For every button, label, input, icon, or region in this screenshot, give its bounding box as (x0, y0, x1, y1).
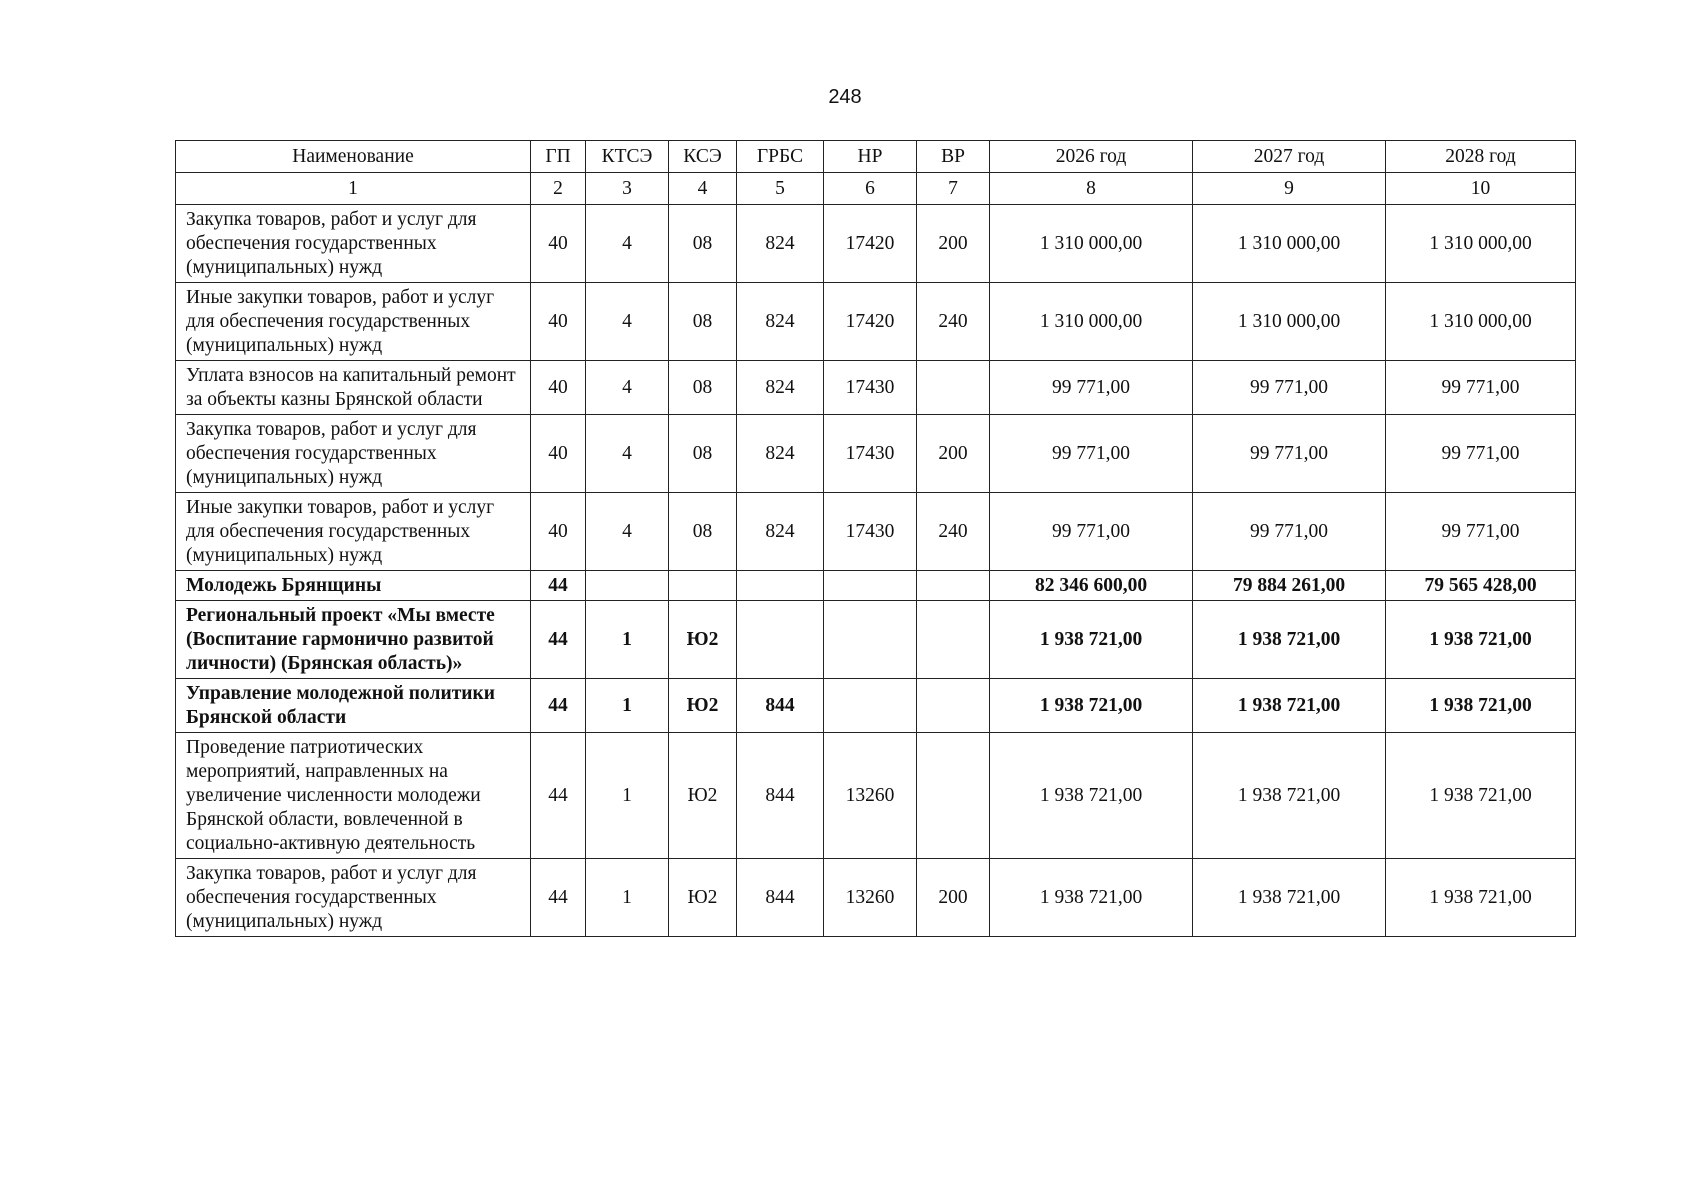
cell-nr: 13260 (824, 859, 917, 937)
cell-ktse: 4 (586, 283, 669, 361)
cell-nr: 17430 (824, 493, 917, 571)
column-number: 4 (669, 173, 737, 205)
cell-vr: 200 (917, 859, 990, 937)
cell-grbs: 844 (737, 733, 824, 859)
cell-amount-2026: 99 771,00 (990, 493, 1193, 571)
cell-gp: 44 (531, 601, 586, 679)
column-number: 10 (1386, 173, 1576, 205)
table-body (176, 205, 1576, 937)
cell-amount-2028: 99 771,00 (1386, 415, 1576, 493)
cell-ktse: 4 (586, 205, 669, 283)
cell-amount-2026: 1 310 000,00 (990, 283, 1193, 361)
cell-name: Управление молодежной политики Брянской области (176, 679, 531, 733)
cell-grbs: 824 (737, 361, 824, 415)
cell-amount-2028: 1 938 721,00 (1386, 859, 1576, 937)
cell-grbs: 824 (737, 415, 824, 493)
column-number: 1 (176, 173, 531, 205)
table-header-row (176, 141, 1576, 173)
column-number: 2 (531, 173, 586, 205)
cell-amount-2026: 1 938 721,00 (990, 679, 1193, 733)
cell-grbs (737, 571, 824, 601)
header-gp: ГП (531, 141, 586, 173)
cell-gp: 40 (531, 361, 586, 415)
cell-vr (917, 601, 990, 679)
cell-ktse: 1 (586, 733, 669, 859)
column-number: 8 (990, 173, 1193, 205)
cell-nr (824, 679, 917, 733)
cell-ktse: 4 (586, 361, 669, 415)
cell-amount-2026: 1 938 721,00 (990, 601, 1193, 679)
cell-nr: 17420 (824, 205, 917, 283)
cell-vr: 240 (917, 283, 990, 361)
header-ktse: КТСЭ (586, 141, 669, 173)
column-number: 7 (917, 173, 990, 205)
table-row (176, 859, 1576, 937)
cell-gp: 44 (531, 733, 586, 859)
cell-amount-2028: 79 565 428,00 (1386, 571, 1576, 601)
cell-vr (917, 679, 990, 733)
cell-amount-2027: 1 938 721,00 (1193, 601, 1386, 679)
cell-vr: 200 (917, 415, 990, 493)
table-row (176, 415, 1576, 493)
budget-table (175, 140, 1576, 937)
cell-amount-2027: 99 771,00 (1193, 493, 1386, 571)
cell-amount-2028: 1 938 721,00 (1386, 601, 1576, 679)
cell-grbs: 824 (737, 283, 824, 361)
cell-amount-2028: 1 310 000,00 (1386, 205, 1576, 283)
header-vr: ВР (917, 141, 990, 173)
table-row (176, 361, 1576, 415)
cell-nr: 17420 (824, 283, 917, 361)
cell-amount-2026: 99 771,00 (990, 361, 1193, 415)
cell-grbs: 844 (737, 859, 824, 937)
cell-amount-2028: 1 938 721,00 (1386, 679, 1576, 733)
cell-grbs: 824 (737, 493, 824, 571)
cell-amount-2026: 99 771,00 (990, 415, 1193, 493)
column-number: 3 (586, 173, 669, 205)
cell-kse: Ю2 (669, 679, 737, 733)
cell-amount-2027: 1 310 000,00 (1193, 283, 1386, 361)
cell-amount-2028: 99 771,00 (1386, 361, 1576, 415)
cell-kse: Ю2 (669, 859, 737, 937)
cell-amount-2026: 1 938 721,00 (990, 733, 1193, 859)
cell-amount-2027: 99 771,00 (1193, 415, 1386, 493)
cell-ktse: 4 (586, 415, 669, 493)
cell-kse: Ю2 (669, 601, 737, 679)
cell-vr: 200 (917, 205, 990, 283)
cell-grbs (737, 601, 824, 679)
column-number: 9 (1193, 173, 1386, 205)
cell-name: Проведение патриотических мероприятий, направленных на увеличение численности молодежи Брянской области, вовлеченной в социально-активную деятельность (176, 733, 531, 859)
cell-vr (917, 361, 990, 415)
column-numbers-row (176, 173, 1576, 205)
cell-nr (824, 601, 917, 679)
cell-amount-2028: 99 771,00 (1386, 493, 1576, 571)
cell-nr: 17430 (824, 415, 917, 493)
cell-amount-2027: 1 938 721,00 (1193, 733, 1386, 859)
cell-amount-2027: 99 771,00 (1193, 361, 1386, 415)
table-row (176, 493, 1576, 571)
table-row (176, 679, 1576, 733)
table-row (176, 733, 1576, 859)
cell-gp: 40 (531, 283, 586, 361)
cell-name: Иные закупки товаров, работ и услуг для обеспечения государственных (муниципальных) нужд (176, 283, 531, 361)
cell-ktse: 1 (586, 859, 669, 937)
cell-amount-2027: 1 938 721,00 (1193, 679, 1386, 733)
cell-name: Уплата взносов на капитальный ремонт за объекты казны Брянской области (176, 361, 531, 415)
page-number: 248 (828, 86, 862, 108)
cell-kse: 08 (669, 283, 737, 361)
cell-amount-2028: 1 938 721,00 (1386, 733, 1576, 859)
cell-kse (669, 571, 737, 601)
cell-ktse: 4 (586, 493, 669, 571)
cell-kse: 08 (669, 415, 737, 493)
cell-gp: 44 (531, 571, 586, 601)
cell-amount-2027: 1 310 000,00 (1193, 205, 1386, 283)
cell-name: Молодежь Брянщины (176, 571, 531, 601)
cell-kse: 08 (669, 361, 737, 415)
cell-name: Закупка товаров, работ и услуг для обеспечения государственных (муниципальных) нужд (176, 859, 531, 937)
cell-gp: 44 (531, 859, 586, 937)
cell-vr (917, 571, 990, 601)
cell-nr: 13260 (824, 733, 917, 859)
cell-gp: 40 (531, 415, 586, 493)
cell-amount-2028: 1 310 000,00 (1386, 283, 1576, 361)
cell-amount-2027: 1 938 721,00 (1193, 859, 1386, 937)
cell-grbs: 824 (737, 205, 824, 283)
header-kse: КСЭ (669, 141, 737, 173)
cell-ktse: 1 (586, 601, 669, 679)
cell-gp: 40 (531, 493, 586, 571)
cell-name: Региональный проект «Мы вместе (Воспитание гармонично развитой личности) (Брянская область)» (176, 601, 531, 679)
column-number: 5 (737, 173, 824, 205)
cell-kse: 08 (669, 493, 737, 571)
column-number: 6 (824, 173, 917, 205)
header-2027: 2027 год (1193, 141, 1386, 173)
table-row (176, 571, 1576, 601)
header-2026: 2026 год (990, 141, 1193, 173)
cell-gp: 44 (531, 679, 586, 733)
header-grbs: ГРБС (737, 141, 824, 173)
cell-name: Закупка товаров, работ и услуг для обеспечения государственных (муниципальных) нужд (176, 415, 531, 493)
header-nr: НР (824, 141, 917, 173)
cell-amount-2027: 79 884 261,00 (1193, 571, 1386, 601)
cell-ktse (586, 571, 669, 601)
cell-vr (917, 733, 990, 859)
cell-kse: Ю2 (669, 733, 737, 859)
table-row (176, 205, 1576, 283)
cell-grbs: 844 (737, 679, 824, 733)
cell-gp: 40 (531, 205, 586, 283)
table-row (176, 283, 1576, 361)
cell-amount-2026: 1 310 000,00 (990, 205, 1193, 283)
cell-amount-2026: 82 346 600,00 (990, 571, 1193, 601)
cell-name: Закупка товаров, работ и услуг для обеспечения государственных (муниципальных) нужд (176, 205, 531, 283)
cell-name: Иные закупки товаров, работ и услуг для обеспечения государственных (муниципальных) нужд (176, 493, 531, 571)
header-name: Наименование (176, 141, 531, 173)
cell-nr (824, 571, 917, 601)
cell-vr: 240 (917, 493, 990, 571)
cell-kse: 08 (669, 205, 737, 283)
cell-ktse: 1 (586, 679, 669, 733)
header-2028: 2028 год (1386, 141, 1576, 173)
cell-amount-2026: 1 938 721,00 (990, 859, 1193, 937)
table-row (176, 601, 1576, 679)
cell-nr: 17430 (824, 361, 917, 415)
